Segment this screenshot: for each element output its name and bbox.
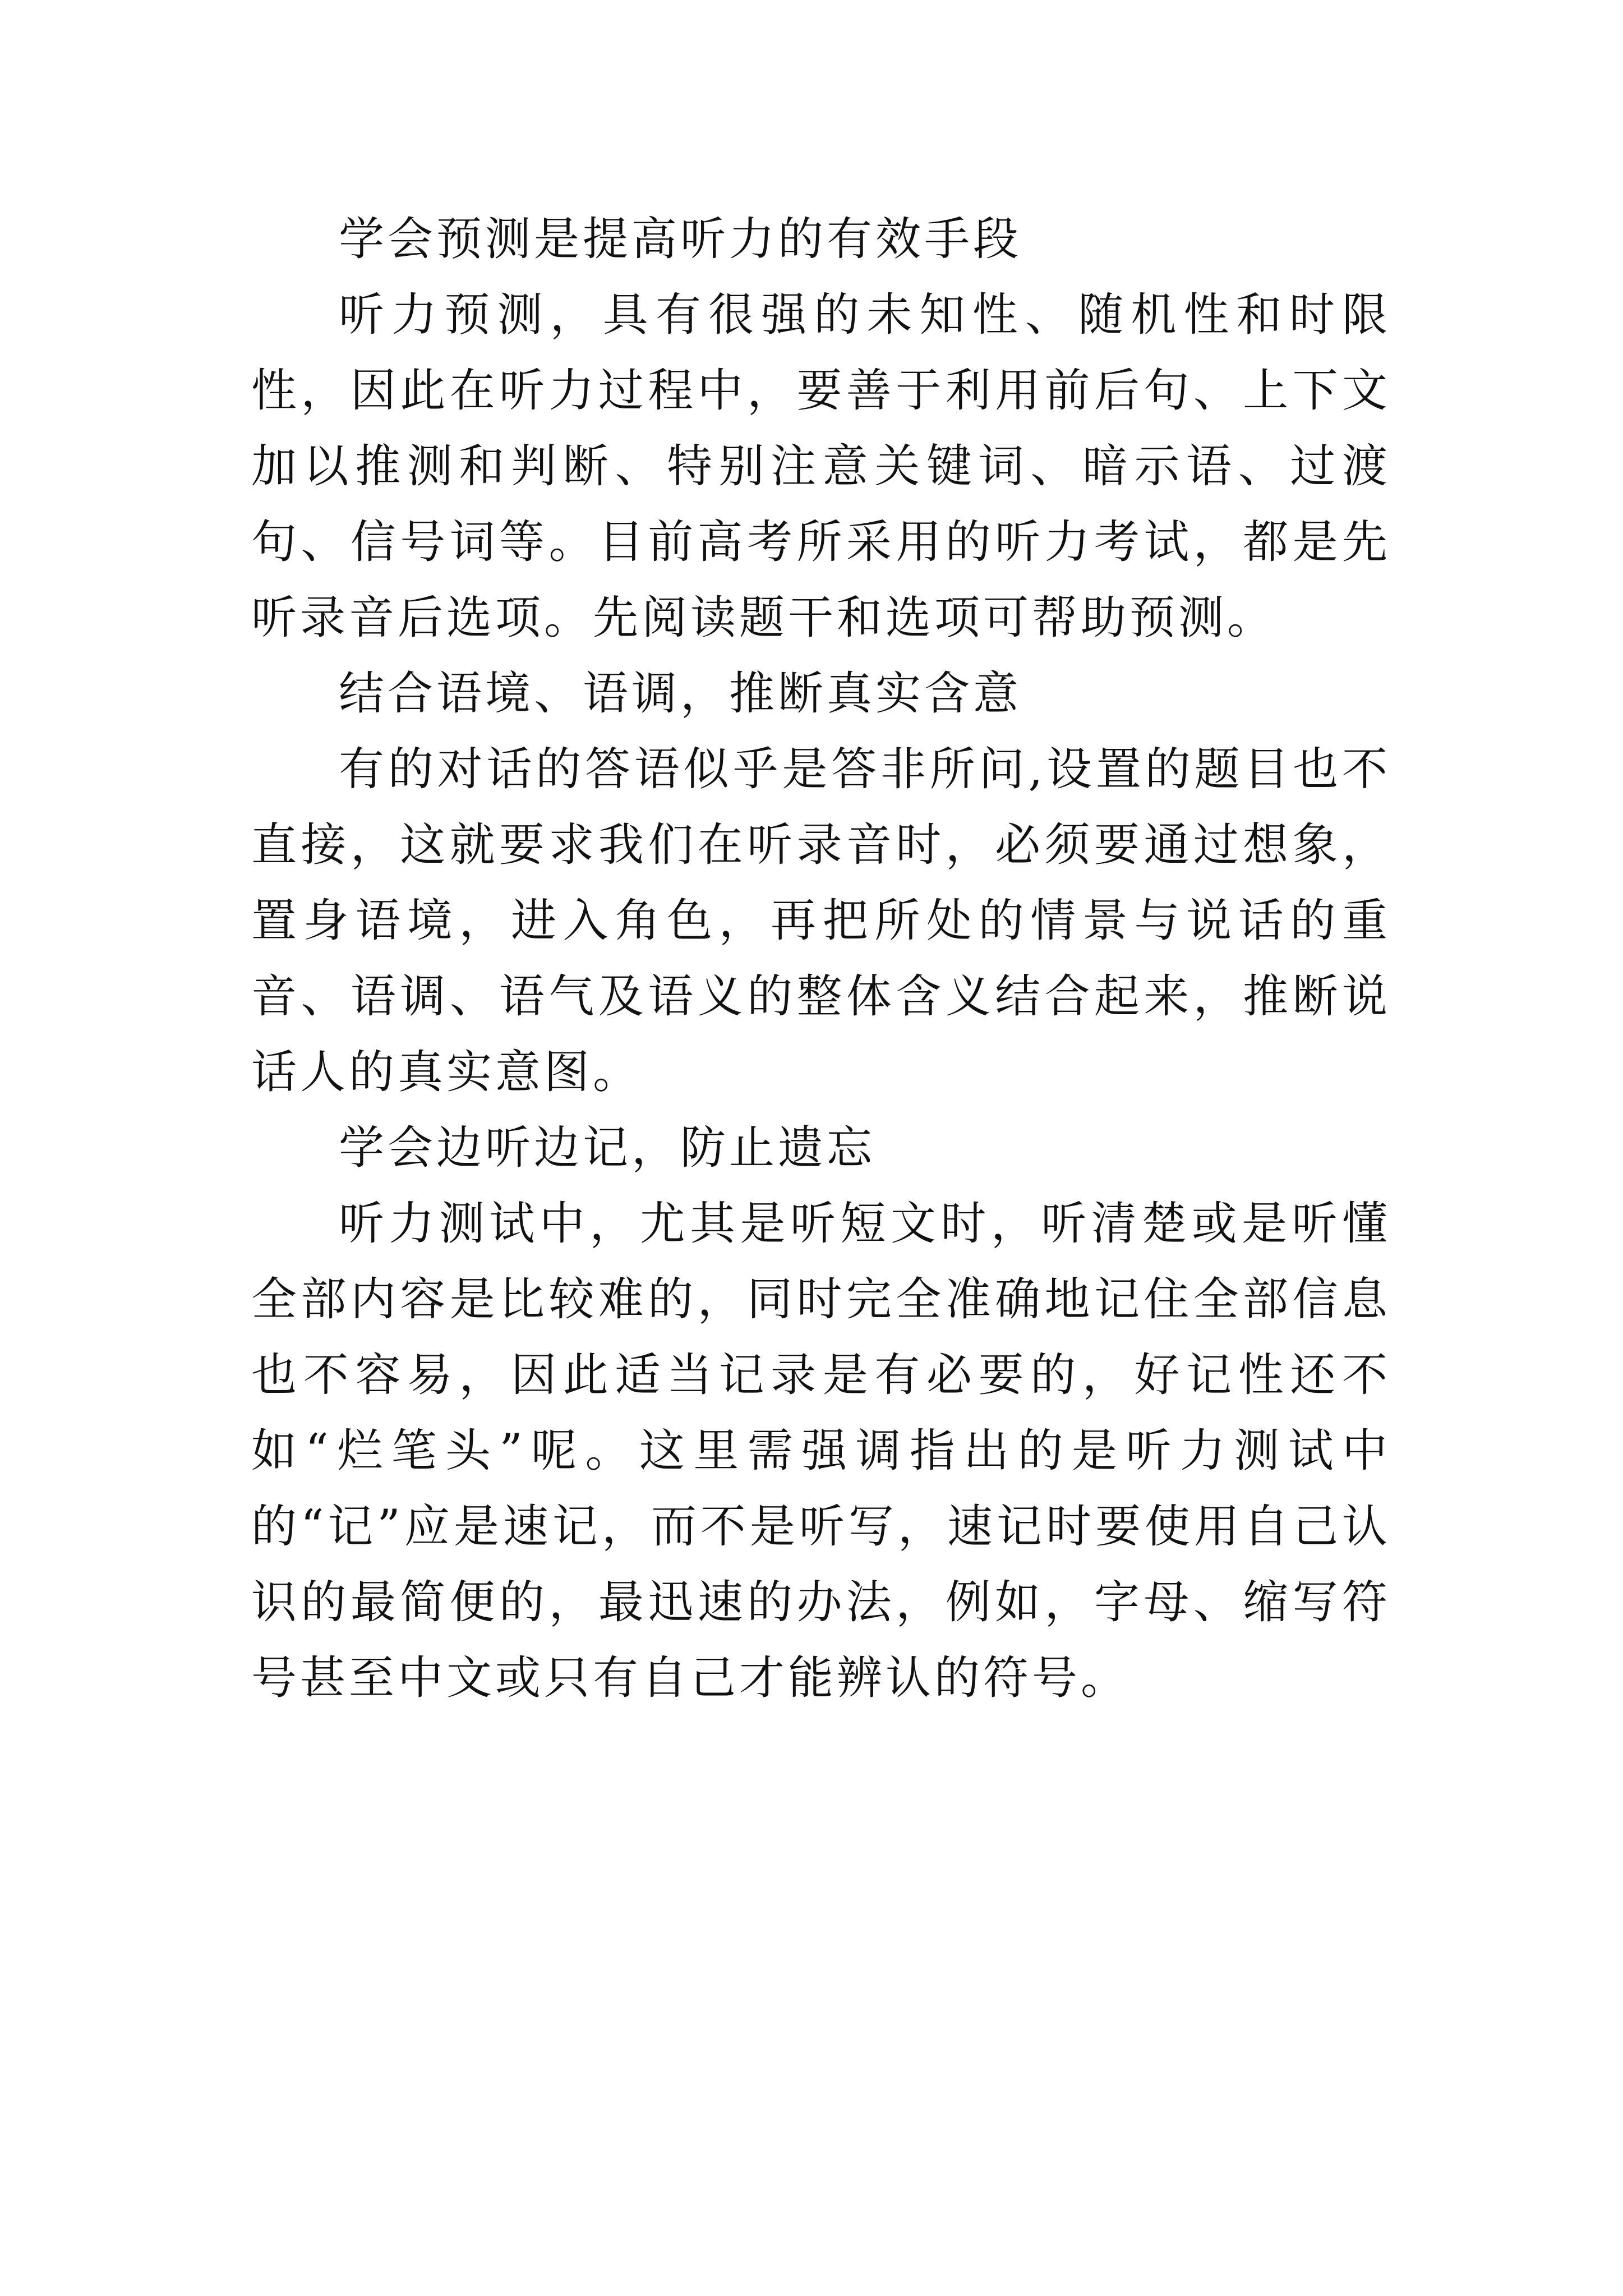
section-paragraph-prediction: 听力预测，具有很强的未知性、随机性和时限性，因此在听力过程中，要善于利用前后句、上下文加以推测和判断、特别注意关键词、暗示语、过渡句、信号词等。目前高考所采用的听力考试，都是先听录音后选项。先阅读题干和选项可帮助预测。 — [251, 289, 1391, 645]
section-paragraph-note-taking: 听力测试中，尤其是听短文时，听清楚或是听懂全部内容是比较难的，同时完全准确地记住全部信息也不容易，因此适当记录是有必要的，好记性还不如“烂笔头”呢。这里需强调指出的是听力测试中的“记”应是速记，而不是听写，速记时要使用自己认识的最简便的，最迅速的办法，例如，字母、缩写符号甚至中文或只有自己才能辨认的符号。 — [251, 1198, 1391, 1705]
section-heading-context-tone: 结合语境、语调，推断真实含意 — [339, 668, 1022, 720]
section-heading-prediction: 学会预测是提高听力的有效手段 — [339, 213, 1022, 266]
document-body — [251, 202, 1391, 1717]
section-heading-note-taking: 学会边听边记，防止遗忘 — [339, 1122, 876, 1175]
section-paragraph-context-tone: 有的对话的答语似乎是答非所问,设置的题目也不直接，这就要求我们在听录音时，必须要通过想象，置身语境，进入角色，再把所处的情景与说话的重音、语调、语气及语义的整体含义结合起来，推断说话人的真实意图。 — [251, 743, 1391, 1099]
